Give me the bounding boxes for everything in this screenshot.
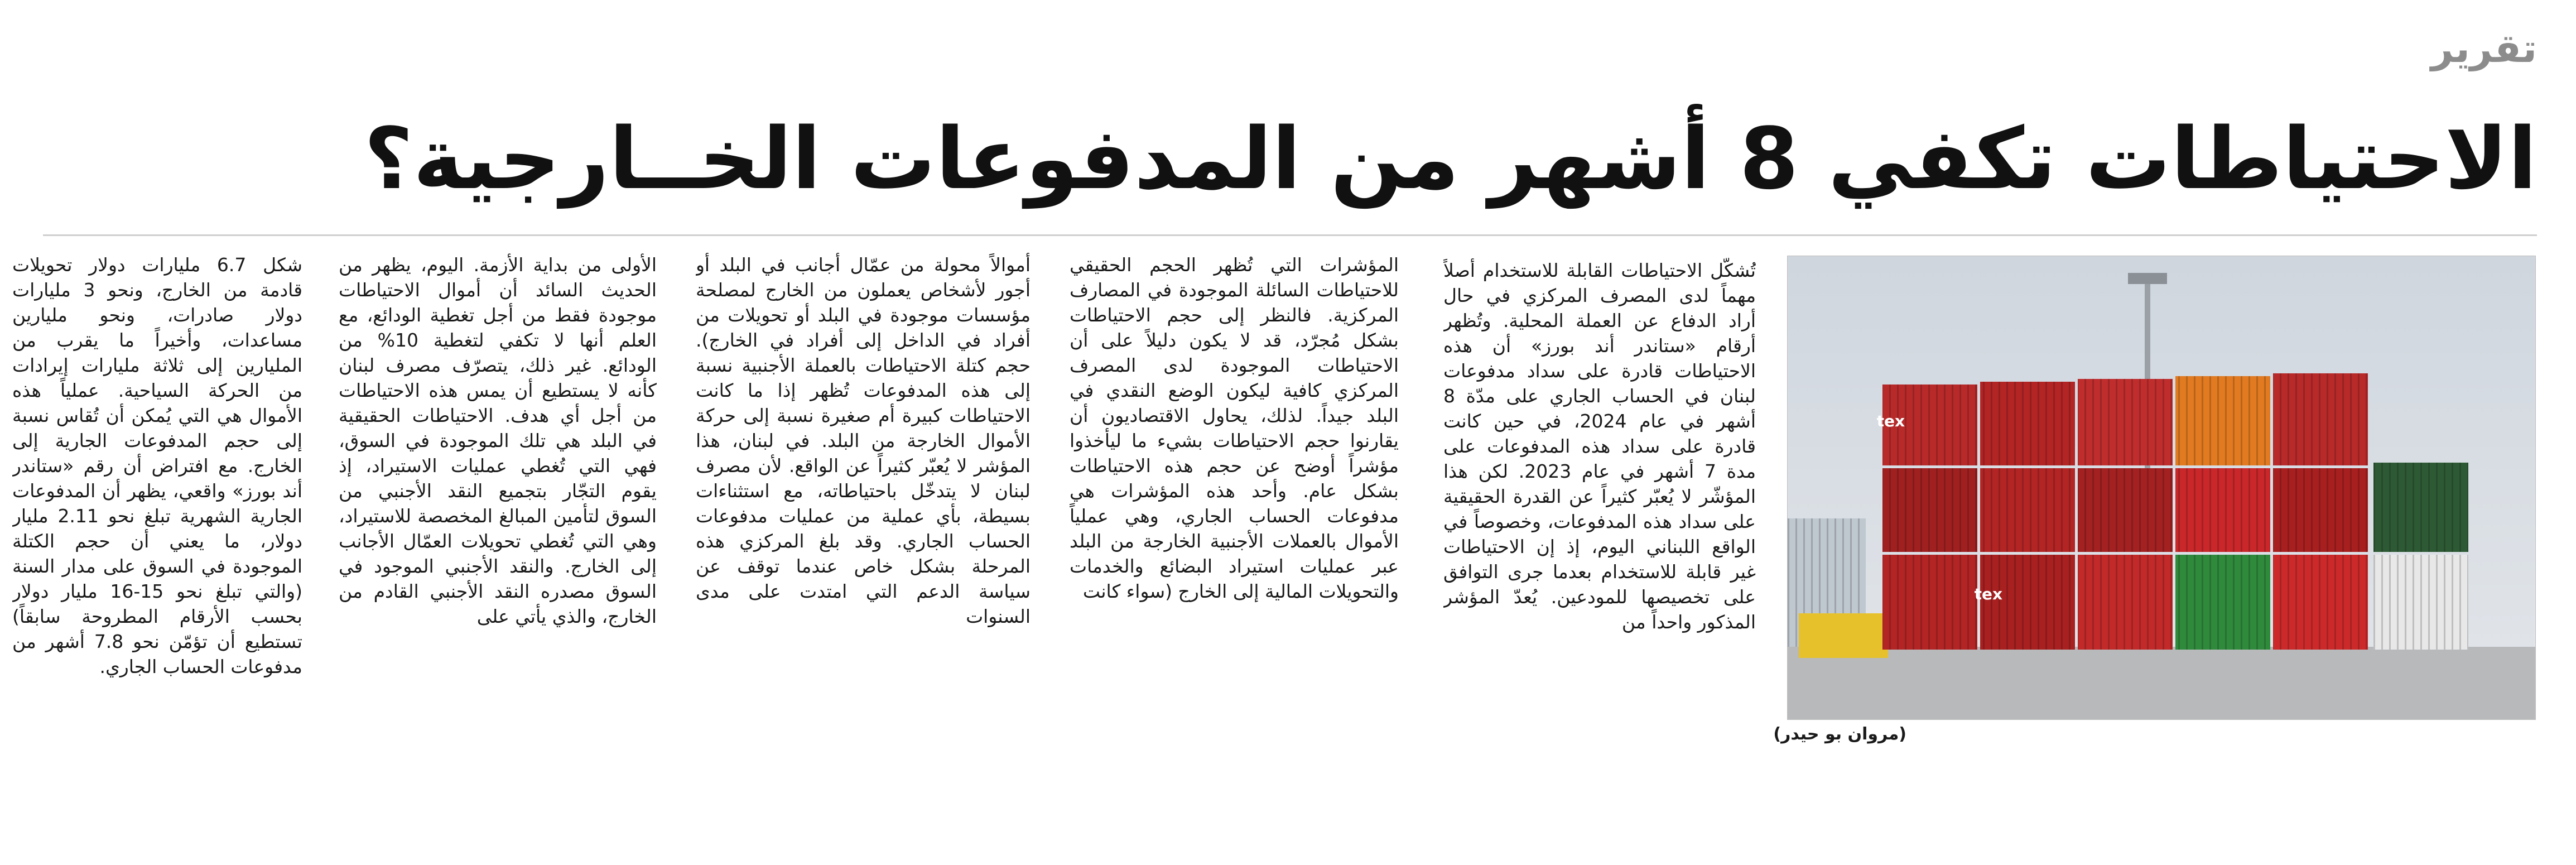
article-column-4 <box>339 252 657 766</box>
container-label-b: tex <box>1974 585 2002 603</box>
column-text: الأولى من بداية الأزمة. اليوم، يظهر من الحديث السائد أن أموال الاحتياطات موجودة فقط من أجل تغطية الودائع، مع العلم أنها لا تكفي لتغطية 10% من الودائع. غير ذلك، يتصرّف مصرف لبنان كأنه لا يستطيع أن يمس هذه الاحتياطات من أجل أي هدف. الاحتياطات الحقيقية في البلد هي تلك الموجودة في السوق، فهي التي تُغطي عمليات الاستيراد، إذ يقوم التجّار بتجميع النقد الأجنبي من السوق لتأمين المبالغ المخصصة للاستيراد، وهي التي تُغطي تحويلات العمّال الأجانب إلى الخارج. والنقد الأجنبي الموجود في السوق مصدره النقد الأجنبي القادم من الخارج، والذي يأتي على <box>339 254 657 627</box>
section-label: تقرير <box>2430 26 2537 71</box>
column-text: المؤشرات التي تُظهر الحجم الحقيقي للاحتياطات السائلة الموجودة في المصارف المركزية. فالنظر إلى حجم الاحتياطات بشكل مُجرّد، قد لا يكون دليلاً على أن الاحتياطات الموجودة لدى المصرف المركزي كافية ليكون الوضع النقدي في البلد جيداً. لذلك، يحاول الاقتصاديون أن يقارنوا حجم الاحتياطات بشيء ما ليأخذوا مؤشراً أوضح عن حجم هذه الاحتياطات بشكل عام. وأحد هذه المؤشرات هي مدفوعات الحساب الجاري، وهي عملياً الأموال بالعملات الأجنبية الخارجة من البلد عبر عمليات استيراد البضائع والخدمات والتحويلات المالية إلى الخارج (سواء كانت <box>1070 254 1399 602</box>
ground <box>1788 647 2535 719</box>
article-column-3 <box>696 252 1031 766</box>
column-text: أموالاً محولة من عمّال أجانب في البلد أو أجور لأشخاص يعملون من الخارج لمصلحة مؤسسات موجودة في البلد أو تحويلات من أفراد في الداخل إلى أفراد في الخارج). حجم كتلة الاحتياطات بالعملة الأجنبية نسبة إلى هذه المدفوعات تُظهر إذا ما كانت الاحتياطات كبيرة أم صغيرة نسبة إلى حركة الأموال الخارجة من البلد. في لبنان، هذا المؤشر لا يُعبّر كثيراً عن الواقع. لأن مصرف لبنان لا يتدخّل باحتياطاته، مع استثناءات بسيطة، بأي عملية من عمليات مدفوعات الحساب الجاري. وقد بلغ المركزي هذه المرحلة بشكل خاص عندما توقف عن سياسة الدعم التي امتدت على مدى السنوات <box>696 254 1031 627</box>
article-headline: الاحتياطات تكفي 8 أشهر من المدفوعات الخــارجية؟ <box>364 109 2537 208</box>
headline-divider <box>43 234 2537 236</box>
column-text: تُشكّل الاحتياطات القابلة للاستخدام أصلاً مهماً لدى المصرف المركزي في حال أراد الدفاع عن العملة المحلية. وتُظهر أرقام «ستاندر أند بورز» أن هذه الاحتياطات قادرة على سداد مدفوعات لبنان في الحساب الجاري على مدّة 8 أشهر في عام 2024، في حين كانت قادرة على سداد هذه المدفوعات على مدة 7 أشهر في عام 2023. لكن هذا المؤشّر لا يُعبّر كثيراً عن القدرة الحقيقية على سداد هذه المدفوعات، وخصوصاً في الواقع اللبناني اليوم، إذ إن الاحتياطات غير قابلة للاستخدام بعدما جرى التوافق على تخصيصها للمودعين. يُعدّ المؤشر المذكور واحداً من <box>1443 260 1756 633</box>
container-label-a: tex <box>1876 412 1905 430</box>
article-column-1 <box>1443 258 1756 771</box>
column-text: شكل 6.7 مليارات دولار تحويلات قادمة من الخارج، ونحو 3 مليارات دولار صادرات، ونحو مليارين مساعدات، وأخيراً ما يقرب من المليارين إلى ثلاثة مليارات إيرادات من الحركة السياحية. عملياً هذه الأموال هي التي يُمكن أن تُقاس نسبة إلى حجم المدفوعات الجارية إلى الخارج. مع افتراض أن رقم «ستاندر أند بورز» واقعي، يظهر أن المدفوعات الجارية الشهرية تبلغ نحو 2.11 مليار دولار، ما يعني أن حجم الكتلة الموجودة في السوق على مدار السنة (والتي تبلغ نحو 15-16 مليار دولار بحسب الأرقام المطروحة سابقاً) تستطيع أن تؤمّن نحو 7.8 أشهر من مدفوعات الحساب الجاري. <box>12 254 302 677</box>
article-photo <box>1787 256 2536 720</box>
article-column-5 <box>12 252 302 766</box>
article-column-2 <box>1070 252 1399 766</box>
yellow-barrier <box>1799 613 1888 658</box>
shipping-containers-illustration <box>1788 256 2535 719</box>
photo-credit: (مروان بو حيدر) <box>1773 724 1906 744</box>
